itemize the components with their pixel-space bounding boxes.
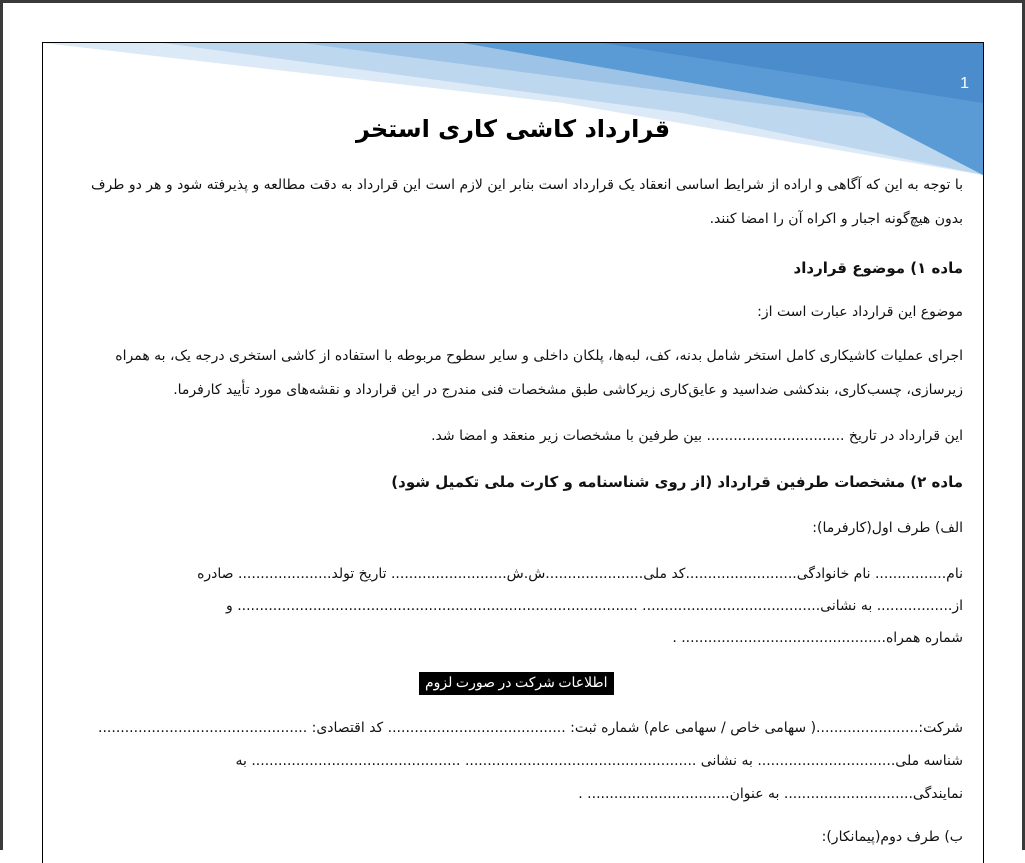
intro-line-1: با توجه به این که آگاهی و اراده از شرایط اساسی انعقاد یک قرارداد است بنابر این لازم است این قرارداد به دقت مطالعه و پذیرفته شود و هر دو طرف [91, 177, 963, 193]
article-1-subject-intro: موضوع این قرارداد عبارت است از: [757, 304, 963, 320]
party-1-line-3: شماره همراه.............................................. . [672, 630, 963, 646]
party-2-heading: ب) طرف دوم(پیمانکار): [821, 829, 963, 845]
party-1-line-1: نام................ نام خانوادگی.........................کد ملی......................ش.ش.......................... تاریخ تولد..................... صادره [197, 566, 963, 582]
window-border-top [0, 0, 1025, 3]
intro-line-2: بدون هیچ‌گونه اجبار و اکراه آن را امضا کنند. [709, 211, 963, 227]
window-border-left [0, 0, 3, 850]
document-page [42, 42, 984, 863]
company-line-3: نمایندگی............................. به عنوان................................ . [578, 786, 963, 802]
contract-date-line: این قرارداد در تاریخ ............................... بین طرفین با مشخصات زیر منعقد و امضا شد. [431, 428, 963, 444]
article-1-description-line-2: زیرسازی، چسب‌کاری، بندکشی ضداسید و عایق‌کاری زیرکاشی طبق مشخصات فنی مندرج در این قرارداد و نقشه‌های مورد تأیید کارفرما. [173, 382, 963, 398]
header-banner [43, 43, 983, 183]
article-1-heading: ماده ۱) موضوع قرارداد [793, 259, 963, 277]
party-1-line-2: از................. به نشانی........................................ .......................................................................................... و [225, 598, 963, 614]
article-2-heading: ماده ۲) مشخصات طرفین قرارداد (از روی شناسنامه و کارت ملی تکمیل شود) [391, 473, 963, 491]
page-number: 1 [960, 75, 969, 92]
company-line-2: شناسه ملی............................... به نشانی .................................................... ............................................... به [235, 753, 963, 769]
contract-title: قرارداد کاشی کاری استخر [355, 115, 671, 143]
party-1-heading: الف) طرف اول(کارفرما): [812, 520, 963, 536]
article-1-description-line-1: اجرای عملیات کاشیکاری کامل استخر شامل بدنه، کف، لبه‌ها، پلکان داخلی و سایر سطوح مربوطه با استفاده از کاشی استخری درجه یک، به همراه [115, 348, 963, 364]
company-line-1: شرکت:.......................( سهامی خاص / سهامی عام) شماره ثبت: ........................................ کد اقتصادی: ............................................... [98, 720, 963, 736]
company-info-label: اطلاعات شرکت در صورت لزوم [419, 672, 614, 695]
